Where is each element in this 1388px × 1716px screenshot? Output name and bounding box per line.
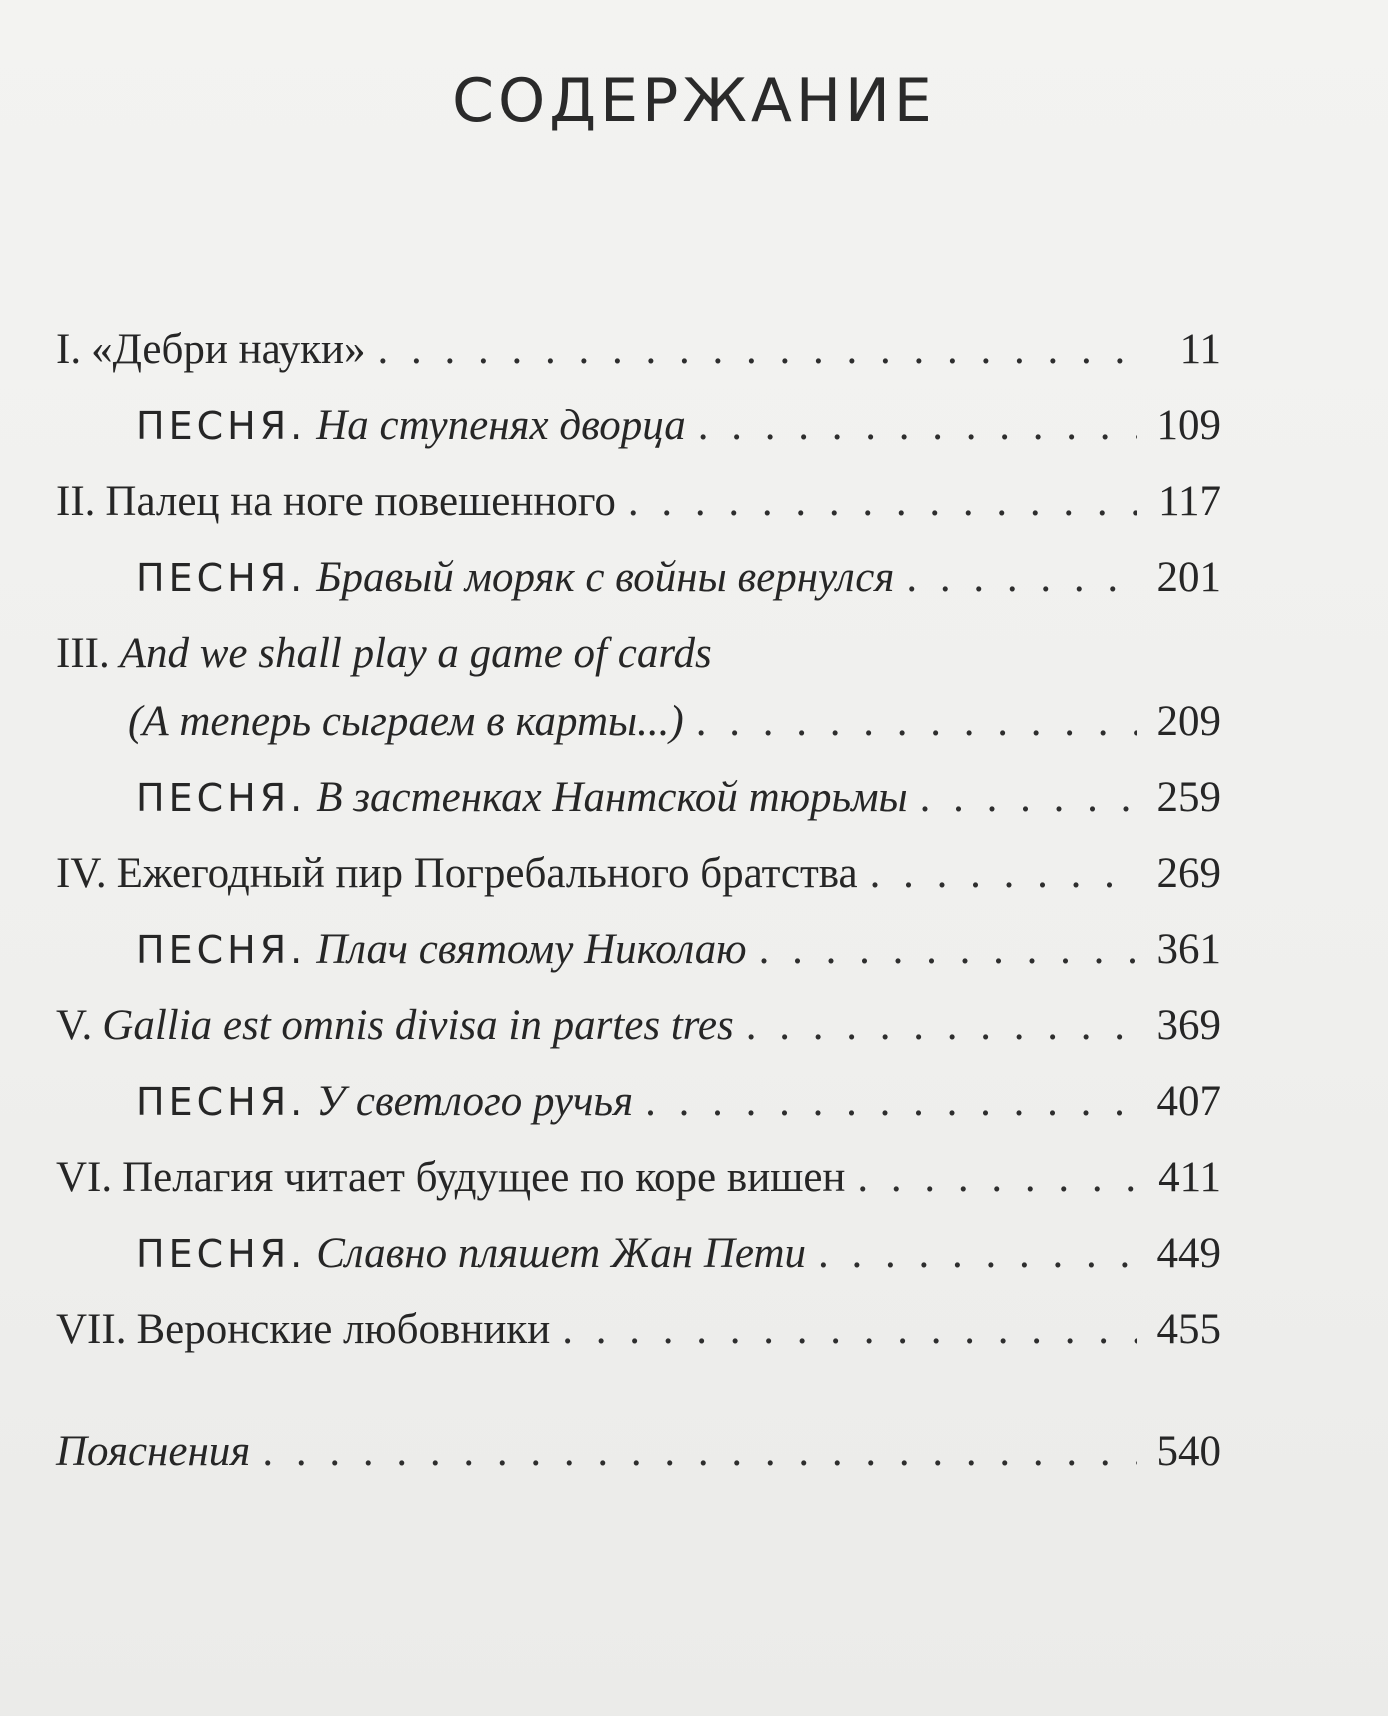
page-number: 407: [1156, 1078, 1221, 1125]
song-label: ПЕСНЯ.: [136, 928, 307, 972]
chapter-numeral: V.: [56, 1002, 93, 1049]
page-number: 449: [1156, 1230, 1221, 1277]
toc-entry-song-5: [56, 1077, 1221, 1153]
chapter-numeral: II.: [56, 478, 96, 525]
song-title: На ступенях дворца: [316, 402, 686, 449]
toc-entry-song-4: [56, 925, 1221, 1001]
dot-leader: [818, 1229, 1137, 1278]
dot-leader: [920, 773, 1137, 822]
page-number: 361: [1156, 926, 1221, 973]
page-number: 540: [1156, 1428, 1221, 1475]
page-number: 117: [1158, 478, 1221, 525]
dot-leader: [746, 1001, 1137, 1050]
song-title: У светлого ручья: [316, 1078, 634, 1125]
dot-leader: [377, 325, 1137, 374]
chapter-title: Ежегодный пир Погребального братства: [116, 850, 858, 897]
dot-leader: [698, 401, 1137, 450]
chapter-numeral: VI.: [56, 1154, 113, 1201]
song-label: ПЕСНЯ.: [136, 1080, 307, 1124]
notes-title: Пояснения: [56, 1428, 251, 1475]
page-number: 369: [1156, 1002, 1221, 1049]
chapter-numeral: IV.: [56, 850, 107, 897]
page-number: 455: [1156, 1306, 1221, 1353]
page-number: 259: [1156, 774, 1221, 821]
toc-entry-chapter-4: [56, 849, 1221, 925]
page-number: 109: [1156, 402, 1221, 449]
chapter-numeral: I.: [56, 326, 82, 373]
song-title: В застенках Нантской тюрьмы: [316, 774, 908, 821]
toc-entry-chapter-3-line-2: [56, 697, 1221, 773]
toc-entry-chapter-1: [56, 325, 1221, 401]
page-number: 209: [1156, 698, 1221, 745]
chapter-title: And we shall play a game of cards: [119, 630, 712, 677]
toc-entry-notes: [56, 1427, 1221, 1503]
dot-leader: [562, 1305, 1137, 1354]
dot-leader: [262, 1427, 1137, 1476]
dot-leader: [645, 1077, 1137, 1126]
song-title: Славно пляшет Жан Пети: [316, 1230, 807, 1277]
dot-leader: [857, 1153, 1137, 1202]
dot-leader: [906, 553, 1137, 602]
page-number: 201: [1156, 554, 1221, 601]
song-label: ПЕСНЯ.: [136, 556, 307, 600]
toc-entry-chapter-3-line-1: [56, 629, 1221, 697]
chapter-title: Пелагия читает будущее по коре вишен: [122, 1154, 846, 1201]
toc-entry-song-3: [56, 773, 1221, 849]
toc-entry-chapter-6: [56, 1153, 1221, 1229]
chapter-title: Палец на ноге повешенного: [105, 478, 616, 525]
song-title: Бравый моряк с войны вернулся: [316, 554, 895, 601]
toc-entry-song-2: [56, 553, 1221, 629]
page-number: 11: [1179, 326, 1221, 373]
chapter-title: Веронские любовники: [136, 1306, 551, 1353]
page-title: СОДЕРЖАНИЕ: [452, 66, 936, 136]
song-label: ПЕСНЯ.: [136, 776, 307, 820]
dot-leader: [628, 477, 1137, 526]
chapter-numeral: VII.: [56, 1306, 127, 1353]
toc-entry-song-1: [56, 401, 1221, 477]
page-number: 411: [1158, 1154, 1221, 1201]
chapter-numeral: III.: [56, 630, 110, 677]
song-label: ПЕСНЯ.: [136, 1232, 307, 1276]
dot-leader: [759, 925, 1137, 974]
chapter-title-translation: (А теперь сыграем в карты...): [128, 698, 684, 745]
dot-leader: [870, 849, 1137, 898]
toc-entry-chapter-5: [56, 1001, 1221, 1077]
song-title: Плач святому Николаю: [316, 926, 747, 973]
chapter-title: «Дебри науки»: [91, 326, 366, 373]
toc-entry-song-6: [56, 1229, 1221, 1305]
toc-entry-chapter-7: [56, 1305, 1221, 1381]
table-of-contents: [56, 325, 1221, 1503]
toc-entry-chapter-2: [56, 477, 1221, 553]
song-label: ПЕСНЯ.: [136, 404, 307, 448]
chapter-title: Gallia est omnis divisa in partes tres: [102, 1002, 734, 1049]
page-number: 269: [1156, 850, 1221, 897]
dot-leader: [696, 697, 1137, 746]
